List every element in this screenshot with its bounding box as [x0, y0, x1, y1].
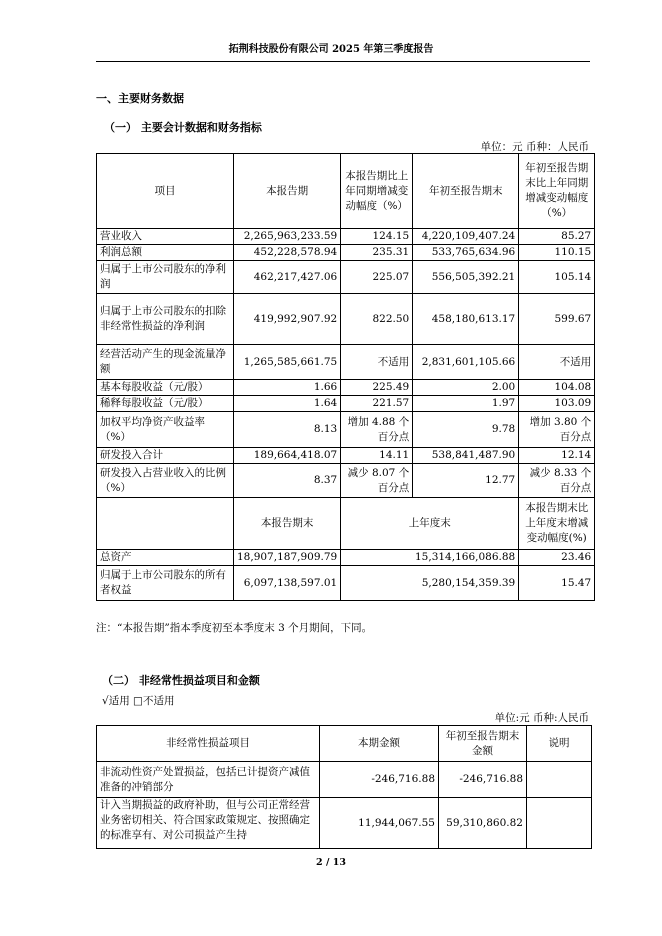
- header-cell: 本报告期比上年同期增减变动幅度（%）: [341, 154, 413, 229]
- value-cell: 235.31: [341, 245, 413, 261]
- value-cell: 8.37: [234, 464, 341, 498]
- row-label: 稀释每股收益（元/股）: [97, 396, 234, 412]
- table-row: [97, 566, 595, 601]
- non-recurring-items-table: [96, 725, 592, 849]
- value-cell: 6,097,138,597.01: [234, 566, 341, 601]
- value-cell: 556,505,392.21: [413, 261, 519, 294]
- value-cell: 822.50: [341, 294, 413, 345]
- table-row: [97, 380, 595, 396]
- value-cell: [527, 762, 592, 798]
- row-label: 总资产: [97, 550, 234, 566]
- row-label: 研发投入合计: [97, 448, 234, 464]
- header-cell: 本报告期: [234, 154, 341, 229]
- row-label: 研发投入占营业收入的比例（%）: [97, 464, 234, 498]
- financial-indicators-table: [96, 153, 595, 601]
- value-cell: 1.64: [234, 396, 341, 412]
- value-cell: 458,180,613.17: [413, 294, 519, 345]
- value-cell: 225.07: [341, 261, 413, 294]
- page-number: 2 / 13: [316, 857, 346, 868]
- header-cell: 非经常性损益项目: [97, 726, 320, 762]
- header-cell: 年初至报告期末比上年同期增减变动幅度（%）: [519, 154, 595, 229]
- row-label: 加权平均净资产收益率（%）: [97, 412, 234, 448]
- header-cell: 项目: [97, 154, 234, 229]
- row-label: 非流动性资产处置损益，包括已计提资产减值准备的冲销部分: [97, 762, 320, 798]
- value-cell: 599.67: [519, 294, 595, 345]
- header-cell: 上年度末: [341, 498, 519, 550]
- report-header: 拓荆科技股份有限公司 2025 年第三季度报告: [228, 44, 434, 55]
- value-cell: 减少 8.07 个百分点: [341, 464, 413, 498]
- value-cell: 533,765,634.96: [413, 245, 519, 261]
- table-header-row: [97, 726, 592, 762]
- value-cell: 23.46: [519, 550, 595, 566]
- section-title-financial-data: 一、主要财务数据: [96, 92, 184, 105]
- row-label: 基本每股收益（元/股）: [97, 380, 234, 396]
- table-row: [97, 261, 595, 294]
- header-cell: 年初至报告期末金额: [439, 726, 527, 762]
- value-cell: 105.14: [519, 261, 595, 294]
- value-cell: 9.78: [413, 412, 519, 448]
- table-row: [97, 396, 595, 412]
- value-cell: 18,907,187,909.79: [234, 550, 341, 566]
- value-cell: 462,217,427.06: [234, 261, 341, 294]
- row-label: 经营活动产生的现金流量净额: [97, 345, 234, 380]
- value-cell: 225.49: [341, 380, 413, 396]
- value-cell: 减少 8.33 个百分点: [519, 464, 595, 498]
- value-cell: 103.09: [519, 396, 595, 412]
- value-cell: 124.15: [341, 229, 413, 245]
- value-cell: 538,841,487.90: [413, 448, 519, 464]
- header-cell: 本报告期末比上年度末增减变动幅度(%): [519, 498, 595, 550]
- value-cell: 1,265,585,661.75: [234, 345, 341, 380]
- value-cell: 189,664,418.07: [234, 448, 341, 464]
- header-cell: 年初至报告期末: [413, 154, 519, 229]
- value-cell: 12.14: [519, 448, 595, 464]
- table-row: [97, 464, 595, 498]
- table-row: [97, 798, 592, 849]
- header-cell: 说明: [527, 726, 592, 762]
- table-row: [97, 550, 595, 566]
- table-row: [97, 412, 595, 448]
- row-label: 归属于上市公司股东的所有者权益: [97, 566, 234, 601]
- table-row: [97, 294, 595, 345]
- value-cell: [527, 798, 592, 849]
- subsection-title-non-recurring: （二） 非经常性损益项目和金额: [102, 674, 260, 687]
- table-row: [97, 345, 595, 380]
- subsection-title-accounting-data: （一） 主要会计数据和财务指标: [104, 121, 262, 134]
- value-cell: 59,310,860.82: [439, 798, 527, 849]
- row-label: 归属于上市公司股东的扣除非经常性损益的净利润: [97, 294, 234, 345]
- value-cell: 不适用: [519, 345, 595, 380]
- value-cell: 8.13: [234, 412, 341, 448]
- table-note: 注：“本报告期”指本季度初至本季度末 3 个月期间，下同。: [96, 622, 373, 634]
- value-cell: 1.97: [413, 396, 519, 412]
- value-cell: 15.47: [519, 566, 595, 601]
- table-row: [97, 245, 595, 261]
- table-row: [97, 448, 595, 464]
- header-divider: [96, 61, 590, 62]
- value-cell: 11,944,067.55: [320, 798, 439, 849]
- unit-label-1: 单位：元 币种：人民币: [480, 141, 589, 153]
- row-label: 利润总额: [97, 245, 234, 261]
- value-cell: 12.77: [413, 464, 519, 498]
- value-cell: 增加 3.80 个百分点: [519, 412, 595, 448]
- value-cell: 2.00: [413, 380, 519, 396]
- value-cell: 增加 4.88 个百分点: [341, 412, 413, 448]
- value-cell: 14.11: [341, 448, 413, 464]
- unit-label-2: 单位:元 币种:人民币: [494, 712, 589, 724]
- value-cell: 419,992,907.92: [234, 294, 341, 345]
- value-cell: 85.27: [519, 229, 595, 245]
- table-row: [97, 229, 595, 245]
- value-cell: 221.57: [341, 396, 413, 412]
- value-cell: 5,280,154,359.39: [341, 566, 519, 601]
- row-label: 计入当期损益的政府补助，但与公司正常经营业务密切相关、符合国家政策规定、按照确定的标准享有、对公司损益产生持: [97, 798, 320, 849]
- row-label: 营业收入: [97, 229, 234, 245]
- value-cell: 2,831,601,105.66: [413, 345, 519, 380]
- value-cell: 104.08: [519, 380, 595, 396]
- value-cell: 不适用: [341, 345, 413, 380]
- empty-cell: [97, 498, 234, 550]
- value-cell: 1.66: [234, 380, 341, 396]
- table-row: [97, 762, 592, 798]
- value-cell: 452,228,578.94: [234, 245, 341, 261]
- header-cell: 本期金额: [320, 726, 439, 762]
- value-cell: -246,716.88: [439, 762, 527, 798]
- header-cell: 本报告期末: [234, 498, 341, 550]
- table-header-row: [97, 154, 595, 229]
- value-cell: 110.15: [519, 245, 595, 261]
- applicable-checkbox-line: √适用 □不适用: [102, 695, 175, 707]
- table-subheader-row: [97, 498, 595, 550]
- value-cell: 4,220,109,407.24: [413, 229, 519, 245]
- value-cell: 2,265,963,233.59: [234, 229, 341, 245]
- value-cell: 15,314,166,086.88: [341, 550, 519, 566]
- value-cell: -246,716.88: [320, 762, 439, 798]
- row-label: 归属于上市公司股东的净利润: [97, 261, 234, 294]
